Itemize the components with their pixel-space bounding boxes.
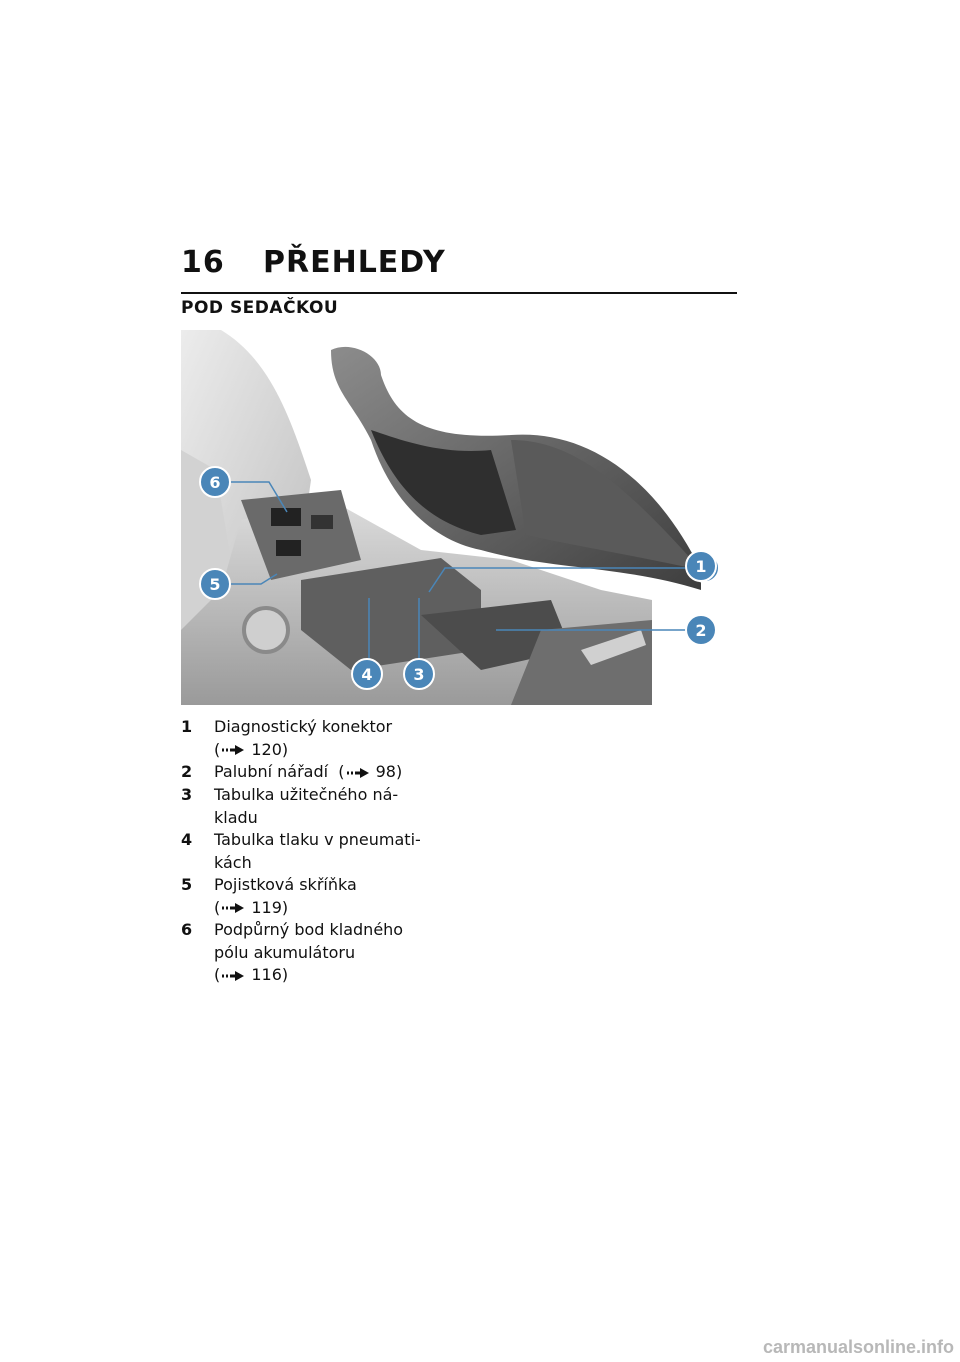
page-reference-arrow-icon	[222, 897, 244, 920]
motorcycle-under-seat-illustration	[181, 330, 707, 705]
page-reference[interactable]: 116)	[251, 965, 289, 985]
watermark-footer: carmanualsonline.info	[762, 1337, 954, 1357]
page-number: 16	[181, 245, 225, 280]
callout-label-5: 5	[209, 575, 221, 594]
legend-item	[181, 919, 451, 987]
legend-item	[181, 829, 451, 874]
legend-text: pólu akumulátoru	[214, 942, 356, 962]
section-title: POD SEDAČKOU	[181, 298, 339, 318]
page-reference[interactable]: 119)	[251, 897, 289, 917]
legend-text: Tabulka tlaku v pneumati-	[214, 830, 421, 849]
reference-open: (	[214, 897, 221, 917]
legend-text: Palubní nářadí (	[214, 762, 345, 782]
callout-label-2: 2	[695, 621, 707, 640]
page-reference[interactable]: 120)	[251, 739, 289, 759]
legend-text: kách	[214, 852, 252, 872]
legend-text: Tabulka užitečného ná-	[214, 785, 399, 804]
legend-text: kladu	[214, 807, 258, 827]
callout-label-3: 3	[413, 665, 425, 684]
callout-label-6: 6	[209, 473, 221, 492]
page-header	[181, 236, 737, 280]
legend-number: 4	[181, 830, 193, 849]
legend-number: 5	[181, 875, 193, 894]
header-rule	[181, 292, 737, 294]
legend-text: Diagnostický konektor	[214, 717, 393, 736]
page-reference-arrow-icon	[222, 965, 244, 988]
legend-text: Pojistková skříňka	[214, 875, 357, 894]
legend-item	[181, 716, 451, 761]
callout-label-1: 1	[695, 557, 707, 576]
page-reference-arrow-icon	[222, 739, 244, 762]
legend-number: 3	[181, 785, 193, 804]
legend-number: 1	[181, 717, 193, 736]
chapter-title: PŘEHLEDY	[263, 245, 446, 280]
legend-item	[181, 784, 451, 829]
reference-open: (	[214, 739, 221, 759]
under-seat-figure	[181, 330, 707, 705]
reference-open: (	[214, 965, 221, 985]
legend-text: Podpůrný bod kladného	[214, 920, 404, 940]
legend-item	[181, 874, 451, 919]
page-reference[interactable]: 98)	[375, 762, 403, 782]
page-reference-arrow-icon	[347, 762, 369, 785]
legend-list	[181, 716, 451, 987]
legend-number: 6	[181, 920, 193, 940]
legend-number: 2	[181, 762, 193, 782]
callout-label-4: 4	[361, 665, 373, 684]
legend-item	[181, 761, 451, 784]
